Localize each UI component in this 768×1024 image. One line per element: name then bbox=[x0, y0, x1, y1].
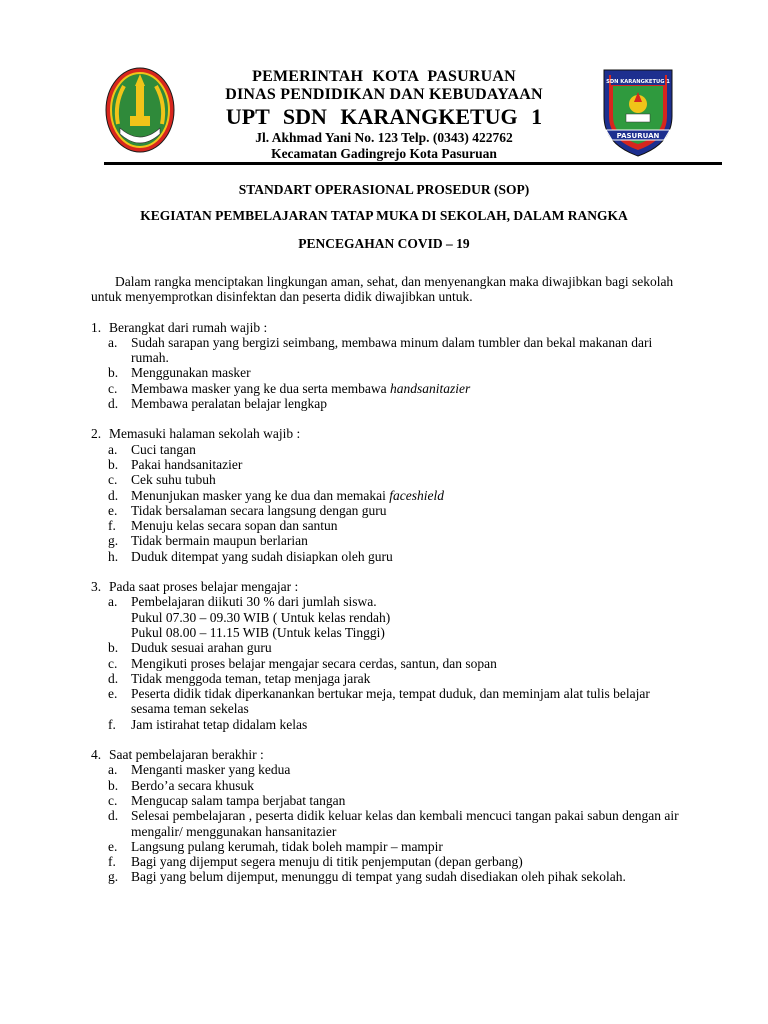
item-text: Pakai handsanitazier bbox=[131, 456, 243, 472]
item-text-block bbox=[131, 365, 681, 380]
item-text-block bbox=[131, 762, 681, 777]
item-text: Menganti masker yang kedua bbox=[131, 762, 291, 778]
item-letter: a. bbox=[108, 334, 118, 350]
document-titles bbox=[60, 180, 708, 254]
sop-subtitle-line1: KEGIATAN PEMBELAJARAN TATAP MUKA DI SEKOLAH, DALAM RANGKA bbox=[140, 208, 628, 223]
item-text: Tidak bersalaman secara langsung dengan guru bbox=[131, 502, 387, 518]
item-letter: g. bbox=[108, 533, 119, 549]
item-text-block bbox=[131, 442, 681, 457]
section-items bbox=[108, 762, 681, 884]
item-text-block bbox=[131, 503, 681, 518]
item-letter: d. bbox=[108, 396, 119, 412]
list-item bbox=[108, 869, 681, 884]
sop-section bbox=[91, 579, 681, 732]
item-text: Duduk sesuai arahan guru bbox=[131, 640, 272, 656]
section-number: 4. bbox=[91, 747, 102, 763]
item-text-block bbox=[131, 839, 681, 854]
list-item bbox=[108, 365, 681, 380]
item-text: Mengucap salam tampa berjabat tangan bbox=[131, 792, 346, 808]
section-number: 2. bbox=[91, 426, 102, 442]
item-letter: a. bbox=[108, 594, 118, 610]
item-text-block bbox=[131, 854, 681, 869]
item-letter: f. bbox=[108, 854, 116, 870]
document-body bbox=[91, 274, 681, 900]
sop-section bbox=[91, 426, 681, 564]
section-items bbox=[108, 594, 681, 732]
department-name: DINAS PENDIDIKAN DAN KEBUDAYAAN bbox=[225, 86, 543, 103]
item-text: Jam istirahat tetap didalam kelas bbox=[131, 716, 308, 732]
list-item bbox=[108, 442, 681, 457]
item-text: Membawa peralatan belajar lengkap bbox=[131, 396, 328, 412]
item-letter: g. bbox=[108, 869, 119, 885]
item-text-block bbox=[131, 778, 681, 793]
list-item bbox=[108, 656, 681, 671]
shield-top-text: SDN KARANGKETUG 1 bbox=[606, 79, 670, 85]
list-item bbox=[108, 762, 681, 777]
section-number: 3. bbox=[91, 579, 102, 595]
item-letter: h. bbox=[108, 548, 119, 564]
list-item bbox=[108, 396, 681, 411]
item-letter: f. bbox=[108, 518, 116, 534]
intro-paragraph: Dalam rangka menciptakan lingkungan aman, sehat, dan menyenangkan maka diwajibkan bagi sekolah untuk menyemprotkan disinfektan dan peserta didik diwajibkan untuk. bbox=[91, 274, 674, 305]
item-schedule-line: Pukul 07.30 – 09.30 WIB ( Untuk kelas rendah) bbox=[131, 609, 391, 625]
item-text-block bbox=[131, 533, 681, 548]
item-italic-term: handsanitazier bbox=[390, 380, 471, 396]
item-text: Menggunakan masker bbox=[131, 365, 251, 381]
list-item bbox=[108, 671, 681, 686]
item-text-block bbox=[131, 640, 681, 655]
item-text: Duduk ditempat yang sudah disiapkan oleh guru bbox=[131, 548, 393, 564]
kota-pasuruan-emblem-icon bbox=[104, 66, 176, 159]
item-letter: c. bbox=[108, 472, 118, 488]
section-heading bbox=[91, 579, 681, 594]
item-text-block bbox=[131, 457, 681, 472]
item-letter: f. bbox=[108, 716, 116, 732]
item-text-block bbox=[131, 518, 681, 533]
item-letter: a. bbox=[108, 762, 118, 778]
item-text: Cuci tangan bbox=[131, 441, 196, 457]
item-text-block bbox=[131, 549, 681, 564]
item-letter: d. bbox=[108, 808, 119, 824]
item-text-block bbox=[131, 381, 681, 396]
item-letter: d. bbox=[108, 487, 119, 503]
item-letter: b. bbox=[108, 365, 119, 381]
list-item bbox=[108, 457, 681, 472]
list-item bbox=[108, 549, 681, 564]
section-heading-text: Saat pembelajaran berakhir : bbox=[109, 747, 264, 763]
item-text-block bbox=[131, 869, 681, 884]
item-schedule-line: Pukul 08.00 – 11.15 WIB (Untuk kelas Tinggi) bbox=[131, 624, 385, 640]
list-item bbox=[108, 472, 681, 487]
section-heading bbox=[91, 747, 681, 762]
item-letter: b. bbox=[108, 640, 119, 656]
school-district: Kecamatan Gadingrejo Kota Pasuruan bbox=[271, 146, 497, 161]
item-text: Tidak menggoda teman, tetap menjaga jarak bbox=[131, 670, 371, 686]
item-text: Peserta didik tidak diperkanankan bertukar meja, tempat duduk, dan meminjam alat tulis belajar sesama teman sekelas bbox=[131, 686, 650, 717]
item-text-block bbox=[131, 686, 681, 717]
list-item bbox=[108, 793, 681, 808]
item-text: Berdo’a secara khusuk bbox=[131, 777, 254, 793]
item-text: Sudah sarapan yang bergizi seimbang, membawa minum dalam tumbler dan bekal makanan dari rumah. bbox=[131, 334, 653, 366]
item-letter: c. bbox=[108, 655, 118, 671]
list-item bbox=[108, 686, 681, 717]
item-text: Langsung pulang kerumah, tidak boleh mampir – mampir bbox=[131, 838, 443, 854]
item-text-block bbox=[131, 594, 681, 640]
letterhead-text bbox=[180, 68, 588, 162]
item-text-block bbox=[131, 488, 681, 503]
item-text-block bbox=[131, 396, 681, 411]
sop-section bbox=[91, 747, 681, 885]
government-name: PEMERINTAH KOTA PASURUAN bbox=[252, 68, 516, 85]
item-text: Menunjukan masker yang ke dua dan memakai bbox=[131, 487, 390, 503]
list-item bbox=[108, 503, 681, 518]
section-heading bbox=[91, 320, 681, 335]
list-item bbox=[108, 335, 681, 366]
item-letter: e. bbox=[108, 838, 118, 854]
shield-banner-text: PASURUAN bbox=[616, 132, 660, 140]
item-text: Tidak bermain maupun berlarian bbox=[131, 533, 308, 549]
school-shield-icon bbox=[600, 64, 676, 165]
item-letter: c. bbox=[108, 792, 118, 808]
letterhead-divider bbox=[104, 162, 722, 165]
item-letter: b. bbox=[108, 456, 119, 472]
section-heading-text: Memasuki halaman sekolah wajib : bbox=[109, 426, 301, 442]
section-items bbox=[108, 442, 681, 564]
item-letter: a. bbox=[108, 441, 118, 457]
school-address: Jl. Akhmad Yani No. 123 Telp. (0343) 422762 bbox=[255, 130, 513, 145]
item-text: Membawa masker yang ke dua serta membawa bbox=[131, 380, 391, 396]
item-letter: d. bbox=[108, 670, 119, 686]
sop-sections bbox=[91, 320, 681, 885]
section-heading-text: Berangkat dari rumah wajib : bbox=[109, 319, 268, 335]
item-text: Mengikuti proses belajar mengajar secara cerdas, santun, dan sopan bbox=[131, 655, 497, 671]
item-italic-term: faceshield bbox=[389, 487, 445, 503]
list-item bbox=[108, 518, 681, 533]
list-item bbox=[108, 839, 681, 854]
list-item bbox=[108, 533, 681, 548]
item-text-block bbox=[131, 472, 681, 487]
item-text-block bbox=[131, 793, 681, 808]
item-text: Pembelajaran diikuti 30 % dari jumlah siswa. bbox=[131, 594, 377, 610]
item-text-block bbox=[131, 808, 681, 839]
item-text-block bbox=[131, 335, 681, 366]
item-letter: e. bbox=[108, 686, 118, 702]
item-letter: e. bbox=[108, 502, 118, 518]
list-item bbox=[108, 488, 681, 503]
item-text: Bagi yang dijemput segera menuju di titik penjemputan (depan gerbang) bbox=[131, 854, 523, 870]
section-heading-text: Pada saat proses belajar mengajar : bbox=[109, 579, 299, 595]
item-text: Menuju kelas secara sopan dan santun bbox=[131, 518, 338, 534]
sop-subtitle-line2: PENCEGAHAN COVID – 19 bbox=[298, 236, 470, 251]
letterhead bbox=[0, 60, 768, 165]
list-item bbox=[108, 717, 681, 732]
list-item bbox=[108, 778, 681, 793]
sop-section bbox=[91, 320, 681, 412]
section-heading bbox=[91, 426, 681, 441]
list-item bbox=[108, 808, 681, 839]
item-text-block bbox=[131, 656, 681, 671]
list-item bbox=[108, 854, 681, 869]
item-text-block bbox=[131, 671, 681, 686]
item-letter: c. bbox=[108, 380, 118, 396]
sop-title: STANDART OPERASIONAL PROSEDUR (SOP) bbox=[238, 182, 530, 197]
list-item bbox=[108, 381, 681, 396]
list-item bbox=[108, 594, 681, 640]
section-number: 1. bbox=[91, 319, 102, 335]
item-text: Cek suhu tubuh bbox=[131, 472, 216, 488]
item-text-block bbox=[131, 717, 681, 732]
section-items bbox=[108, 335, 681, 411]
item-letter: b. bbox=[108, 777, 119, 793]
item-text: Bagi yang belum dijemput, menunggu di tempat yang sudah disediakan oleh pihak sekolah. bbox=[131, 869, 626, 885]
item-text: Selesai pembelajaran , peserta didik keluar kelas dan kembali mencuci tangan pakai sabun dengan air mengalir/ menggunakan hansanitazier bbox=[131, 808, 679, 839]
list-item bbox=[108, 640, 681, 655]
school-name: UPT SDN KARANGKETUG 1 bbox=[225, 104, 543, 129]
